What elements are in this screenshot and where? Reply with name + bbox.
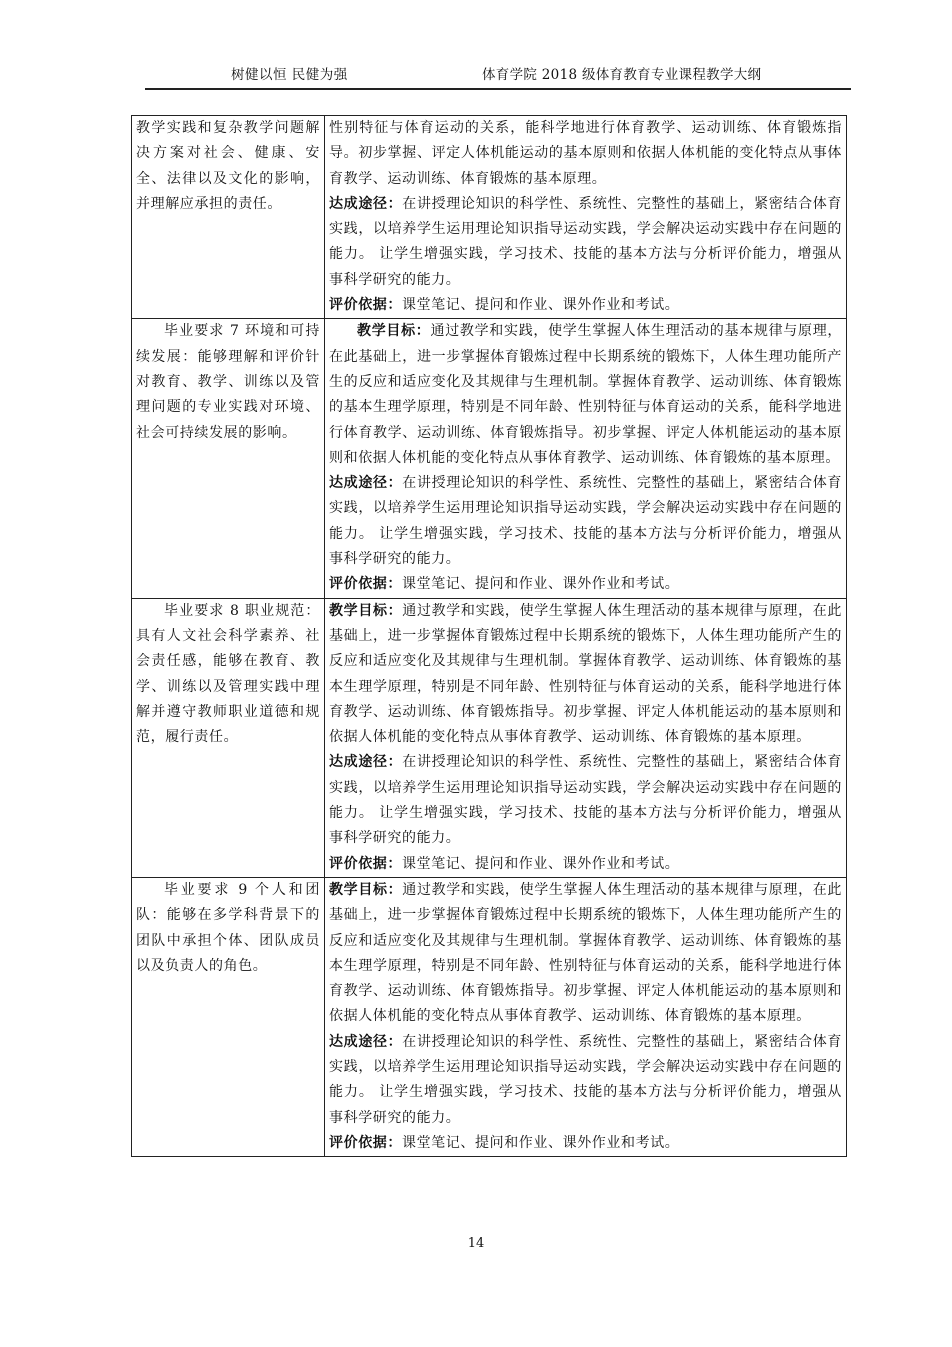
goal-label: 教学目标：	[329, 602, 403, 619]
requirement-cell	[132, 877, 325, 1156]
goal-label: 教学目标：	[329, 881, 403, 898]
path-label: 达成途径：	[329, 1033, 403, 1050]
path-text: 在讲授理论知识的科学性、系统性、完整性的基础上，紧密结合体育实践，以培养学生运用理论知识指导运动实践，学会解决运动实践中存在问题的能力。 让学生增强实践，学习技术、技能的基本方法与分析评价能力，增强从事科学研究的能力。	[329, 1033, 843, 1126]
goal-text: 通过教学和实践，使学生掌握人体生理活动的基本规律与原理，在此基础上，进一步掌握体育锻炼过程中长期系统的锻炼下，人体生理功能所产生的反应和适应变化及其规律与生理机制。掌握体育教学、运动训练、体育锻炼的基本生理学原理，特别是不同年龄、性别特征与体育运动的关系，能科学地进行体育教学、运动训练、体育锻炼指导。初步掌握、评定人体机能运动的基本原则和依据人体机能的变化特点从事体育教学、运动训练、体育锻炼的基本原理。	[329, 323, 842, 466]
header-document-title: 体育学院 2018 级体育教育专业课程教学大纲	[482, 67, 762, 83]
detail-cell	[325, 319, 847, 598]
eval-text: 课堂笔记、提问和作业、课外作业和考试。	[402, 855, 680, 872]
path-label: 达成途径：	[329, 195, 403, 212]
eval-label: 评价依据：	[329, 297, 402, 314]
eval-text: 课堂笔记、提问和作业、课外作业和考试。	[402, 576, 680, 593]
goal-paragraph	[329, 319, 842, 471]
eval-paragraph	[329, 572, 842, 597]
page-number: 14	[467, 1236, 485, 1251]
goal-text: 通过教学和实践，使学生掌握人体生理活动的基本规律与原理，在此基础上，进一步掌握体育锻炼过程中长期系统的锻炼下，人体生理功能所产生的反应和适应变化及其规律与生理机制。掌握体育教学、运动训练、体育锻炼的基本生理学原理，特别是不同年龄、性别特征与体育运动的关系，能科学地进行体育教学、运动训练、体育锻炼指导。初步掌握、评定人体机能运动的基本原则和依据人体机能的变化特点从事体育教学、运动训练、体育锻炼的基本原理。	[329, 602, 843, 746]
eval-paragraph	[329, 293, 842, 318]
path-paragraph	[329, 1030, 842, 1131]
eval-text: 课堂笔记、提问和作业、课外作业和考试。	[402, 297, 680, 314]
path-text: 在讲授理论知识的科学性、系统性、完整性的基础上，紧密结合体育实践，以培养学生运用理论知识指导运动实践，学会解决运动实践中存在问题的能力。 让学生增强实践，学习技术、技能的基本方法与分析评价能力，增强从事科学研究的能力。	[329, 475, 843, 568]
table-row	[132, 598, 847, 877]
requirement-text: 毕业要求 8 职业规范：具有人文社会科学素养、社会责任感，能够在教育、教学、训练以及管理实践中理解并遵守教师职业道德和规范，履行责任。	[136, 602, 320, 746]
goal-text: 通过教学和实践，使学生掌握人体生理活动的基本规律与原理，在此基础上，进一步掌握体育锻炼过程中长期系统的锻炼下，人体生理功能所产生的反应和适应变化及其规律与生理机制。掌握体育教学、运动训练、体育锻炼的基本生理学原理，特别是不同年龄、性别特征与体育运动的关系，能科学地进行体育教学、运动训练、体育锻炼指导。初步掌握、评定人体机能运动的基本原则和依据人体机能的变化特点从事体育教学、运动训练、体育锻炼的基本原理。	[329, 881, 843, 1025]
goal-paragraph	[329, 599, 842, 751]
requirement-text: 毕业要求 7 环境和可持续发展：能够理解和评价针对教育、教学、训练以及管理问题的专业实践对环境、社会可持续发展的影响。	[136, 323, 320, 441]
eval-text: 课堂笔记、提问和作业、课外作业和考试。	[402, 1134, 680, 1151]
eval-label: 评价依据：	[329, 1134, 402, 1151]
eval-label: 评价依据：	[329, 855, 402, 872]
detail-cell	[325, 116, 847, 319]
detail-cell	[325, 598, 847, 877]
path-label: 达成途径：	[329, 754, 403, 771]
path-text: 在讲授理论知识的科学性、系统性、完整性的基础上，紧密结合体育实践，以培养学生运用理论知识指导运动实践，学会解决运动实践中存在问题的能力。 让学生增强实践，学习技术、技能的基本方法与分析评价能力，增强从事科学研究的能力。	[329, 754, 843, 847]
eval-paragraph	[329, 852, 842, 877]
eval-paragraph	[329, 1131, 842, 1156]
table-row	[132, 319, 847, 598]
table-row	[132, 877, 847, 1156]
page-header	[145, 62, 851, 90]
table-row	[132, 116, 847, 319]
detail-cell	[325, 877, 847, 1156]
requirement-cell	[132, 598, 325, 877]
requirement-cell	[132, 319, 325, 598]
path-text: 在讲授理论知识的科学性、系统性、完整性的基础上，紧密结合体育实践，以培养学生运用理论知识指导运动实践，学会解决运动实践中存在问题的能力。 让学生增强实践，学习技术、技能的基本方法与分析评价能力，增强从事科学研究的能力。	[329, 195, 843, 288]
goal-text: 性别特征与体育运动的关系，能科学地进行体育教学、运动训练、体育锻炼指导。初步掌握、评定人体机能运动的基本原则和依据人体机能的变化特点从事体育教学、运动训练、体育锻炼的基本原理。	[329, 120, 842, 187]
path-paragraph	[329, 192, 842, 293]
requirement-text: 教学实践和复杂教学问题解决方案对社会、健康、安全、法律以及文化的影响，并理解应承担的责任。	[136, 120, 320, 212]
goal-paragraph	[329, 116, 842, 192]
requirement-cell	[132, 116, 325, 319]
path-paragraph	[329, 750, 842, 851]
eval-label: 评价依据：	[329, 576, 402, 593]
path-paragraph	[329, 471, 842, 572]
requirements-table	[131, 115, 847, 1157]
path-label: 达成途径：	[329, 475, 403, 492]
requirement-text: 毕业要求 9 个人和团队：能够在多学科背景下的团队中承担个体、团队成员以及负责人的角色。	[136, 881, 320, 974]
header-motto: 树健以恒 民健为强	[231, 67, 348, 83]
goal-label: 教学目标：	[357, 323, 431, 340]
goal-paragraph	[329, 878, 842, 1030]
